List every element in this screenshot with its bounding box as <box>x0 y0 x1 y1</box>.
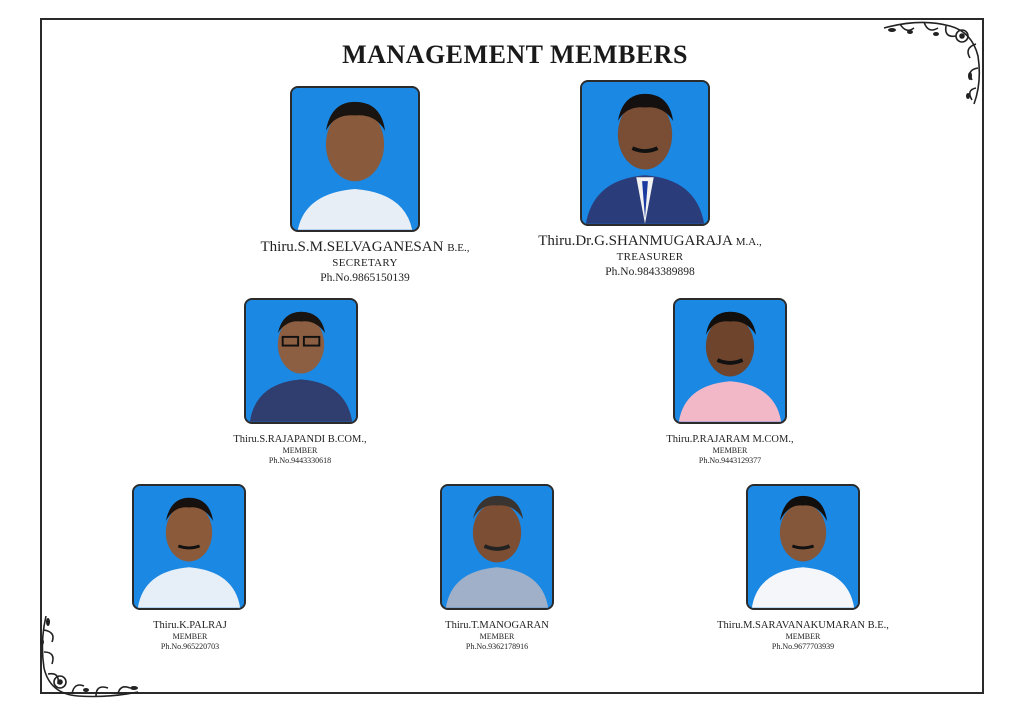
member-name: Thiru.S.RAJAPANDI B.COM., <box>233 434 367 445</box>
member-photo-palraj <box>132 484 246 610</box>
member-card-saravanakumaran <box>680 619 926 652</box>
member-role: MEMBER <box>479 632 515 642</box>
member-name: Thiru.K.PALRAJ <box>153 620 227 631</box>
member-photo-rajapandi <box>244 298 358 424</box>
member-card-palraj <box>90 619 290 652</box>
member-card-rajapandi <box>200 433 400 466</box>
member-name: Thiru.M.SARAVANAKUMARAN B.E., <box>717 620 889 631</box>
member-name: Thiru.P.RAJARAM M.COM., <box>666 434 794 445</box>
member-phone: Ph.No.9443330618 <box>268 456 332 466</box>
member-role: MEMBER <box>785 632 821 642</box>
member-phone: Ph.No.9362178916 <box>465 642 529 652</box>
member-role: MEMBER <box>712 446 748 456</box>
member-role: SECRETARY <box>332 256 398 269</box>
member-phone: Ph.No.9843389898 <box>605 265 695 278</box>
member-phone: Ph.No.9865150139 <box>320 271 410 284</box>
member-phone: Ph.No.9443129377 <box>698 456 762 466</box>
member-role: MEMBER <box>172 632 208 642</box>
member-name: Thiru.T.MANOGARAN <box>445 620 549 631</box>
member-phone: Ph.No.965220703 <box>160 642 220 652</box>
member-card-manogaran <box>397 619 597 652</box>
member-name: Thiru.S.M.SELVAGANESAN B.E., <box>260 239 470 255</box>
member-photo-rajaram <box>673 298 787 424</box>
member-photo-manogaran <box>440 484 554 610</box>
page-title: MANAGEMENT MEMBERS <box>342 40 688 69</box>
member-card-rajaram <box>630 433 830 466</box>
member-photo-saravanakumaran <box>746 484 860 610</box>
member-card-secretary <box>240 238 490 285</box>
member-photo-secretary <box>290 86 420 232</box>
member-card-treasurer <box>525 232 775 279</box>
member-photo-treasurer <box>580 80 710 226</box>
member-phone: Ph.No.9677703939 <box>771 642 835 652</box>
member-role: MEMBER <box>282 446 318 456</box>
member-name: Thiru.Dr.G.SHANMUGARAJA M.A., <box>538 233 762 249</box>
member-role: TREASURER <box>616 250 684 263</box>
